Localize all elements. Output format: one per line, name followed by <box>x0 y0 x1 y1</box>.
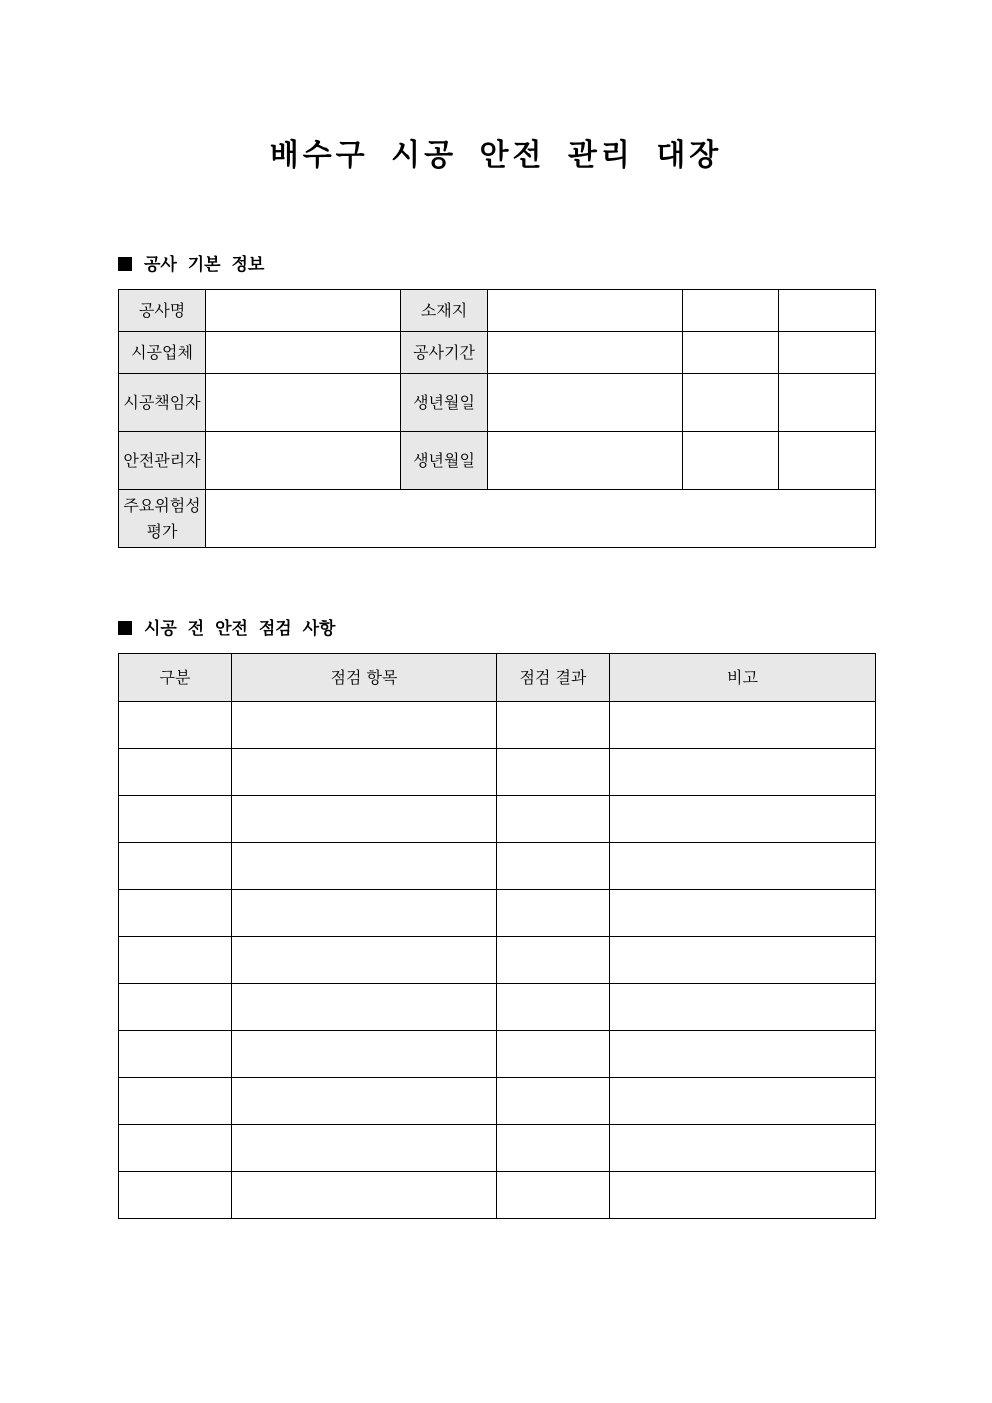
risk-assessment-label: 주요위험성평가 <box>119 490 206 548</box>
check-item-cell[interactable] <box>232 796 497 843</box>
remarks-cell[interactable] <box>610 1125 876 1172</box>
pre-check-table-body <box>119 702 876 1219</box>
extra-field[interactable] <box>683 432 779 490</box>
check-item-cell[interactable] <box>232 1125 497 1172</box>
remarks-cell[interactable] <box>610 702 876 749</box>
project-name-field[interactable] <box>206 290 401 332</box>
check-result-cell[interactable] <box>497 937 610 984</box>
remarks-cell[interactable] <box>610 843 876 890</box>
pre-check-table <box>118 653 876 1219</box>
period-field[interactable] <box>488 332 683 374</box>
remarks-cell[interactable] <box>610 984 876 1031</box>
category-cell[interactable] <box>119 937 232 984</box>
check-item-cell[interactable] <box>232 1172 497 1219</box>
table-row <box>119 1125 876 1172</box>
check-result-cell[interactable] <box>497 984 610 1031</box>
category-cell[interactable] <box>119 1031 232 1078</box>
table-header-row <box>119 654 876 702</box>
table-row <box>119 702 876 749</box>
period-label: 공사기간 <box>401 332 488 374</box>
section-heading-label: 공사 기본 정보 <box>144 255 265 275</box>
extra-field[interactable] <box>779 290 876 332</box>
safety-manager-label: 안전관리자 <box>119 432 206 490</box>
birth-date-field[interactable] <box>488 432 683 490</box>
category-cell[interactable] <box>119 984 232 1031</box>
square-bullet-icon <box>118 257 132 271</box>
project-name-label: 공사명 <box>119 290 206 332</box>
check-item-cell[interactable] <box>232 702 497 749</box>
check-result-cell[interactable] <box>497 796 610 843</box>
check-item-cell[interactable] <box>232 1078 497 1125</box>
extra-field[interactable] <box>779 374 876 432</box>
category-cell[interactable] <box>119 1172 232 1219</box>
check-item-cell[interactable] <box>232 749 497 796</box>
contractor-field[interactable] <box>206 332 401 374</box>
location-label: 소재지 <box>401 290 488 332</box>
table-row <box>119 1031 876 1078</box>
category-cell[interactable] <box>119 1078 232 1125</box>
table-row <box>119 890 876 937</box>
category-cell[interactable] <box>119 702 232 749</box>
basic-info-table <box>118 289 876 548</box>
section-heading-pre-check <box>118 617 335 641</box>
check-item-cell[interactable] <box>232 1031 497 1078</box>
table-row <box>119 432 876 490</box>
table-row <box>119 490 876 548</box>
remarks-cell[interactable] <box>610 1031 876 1078</box>
remarks-cell[interactable] <box>610 1078 876 1125</box>
remarks-cell[interactable] <box>610 890 876 937</box>
category-cell[interactable] <box>119 796 232 843</box>
column-header-check-item: 점검 항목 <box>232 654 497 702</box>
extra-field[interactable] <box>683 374 779 432</box>
safety-manager-field[interactable] <box>206 432 401 490</box>
column-header-check-result: 점검 결과 <box>497 654 610 702</box>
remarks-cell[interactable] <box>610 796 876 843</box>
table-row <box>119 937 876 984</box>
check-result-cell[interactable] <box>497 1125 610 1172</box>
check-result-cell[interactable] <box>497 890 610 937</box>
category-cell[interactable] <box>119 843 232 890</box>
remarks-cell[interactable] <box>610 749 876 796</box>
square-bullet-icon <box>118 621 132 635</box>
table-row <box>119 1078 876 1125</box>
check-result-cell[interactable] <box>497 1031 610 1078</box>
remarks-cell[interactable] <box>610 1172 876 1219</box>
construction-manager-label: 시공책임자 <box>119 374 206 432</box>
table-row <box>119 374 876 432</box>
table-row <box>119 843 876 890</box>
construction-manager-field[interactable] <box>206 374 401 432</box>
extra-field[interactable] <box>779 432 876 490</box>
table-row <box>119 984 876 1031</box>
section-heading-label: 시공 전 안전 점검 사항 <box>144 619 336 639</box>
birth-date-label: 생년월일 <box>401 432 488 490</box>
birth-date-label: 생년월일 <box>401 374 488 432</box>
birth-date-field[interactable] <box>488 374 683 432</box>
extra-field[interactable] <box>683 290 779 332</box>
table-row <box>119 290 876 332</box>
check-result-cell[interactable] <box>497 843 610 890</box>
check-item-cell[interactable] <box>232 843 497 890</box>
contractor-label: 시공업체 <box>119 332 206 374</box>
column-header-remarks: 비고 <box>610 654 876 702</box>
extra-field[interactable] <box>779 332 876 374</box>
check-result-cell[interactable] <box>497 702 610 749</box>
check-result-cell[interactable] <box>497 1172 610 1219</box>
table-row <box>119 749 876 796</box>
category-cell[interactable] <box>119 1125 232 1172</box>
page-title: 배수구 시공 안전 관리 대장 <box>269 138 723 173</box>
table-row <box>119 332 876 374</box>
remarks-cell[interactable] <box>610 937 876 984</box>
check-item-cell[interactable] <box>232 984 497 1031</box>
risk-assessment-field[interactable] <box>206 490 876 548</box>
check-item-cell[interactable] <box>232 937 497 984</box>
check-result-cell[interactable] <box>497 749 610 796</box>
category-cell[interactable] <box>119 890 232 937</box>
section-heading-basic-info <box>118 253 264 277</box>
extra-field[interactable] <box>683 332 779 374</box>
category-cell[interactable] <box>119 749 232 796</box>
location-field[interactable] <box>488 290 683 332</box>
check-item-cell[interactable] <box>232 890 497 937</box>
table-row <box>119 796 876 843</box>
check-result-cell[interactable] <box>497 1078 610 1125</box>
column-header-category: 구분 <box>119 654 232 702</box>
table-row <box>119 1172 876 1219</box>
